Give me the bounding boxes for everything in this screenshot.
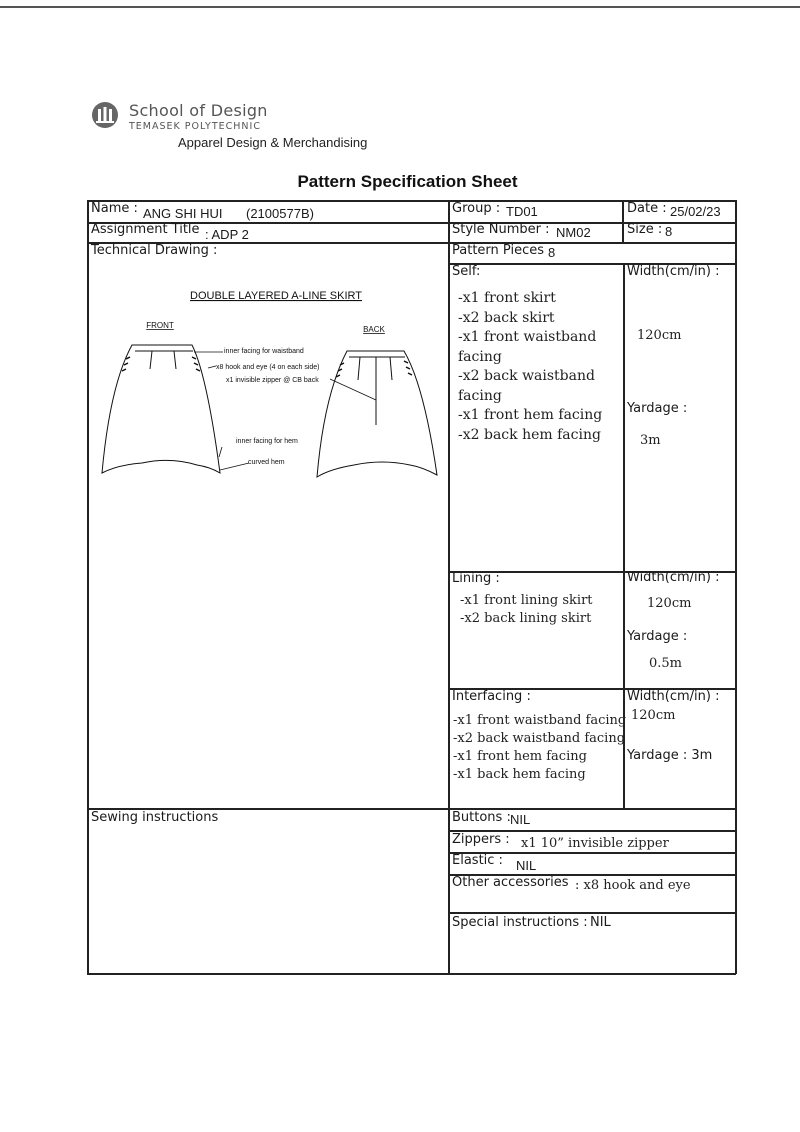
list-item: -x1 back hem facing [453,767,586,782]
list-item: -x1 front waistband [458,329,597,345]
self-pieces-list [458,289,602,445]
list-item: -x1 front waistband facing [453,713,627,728]
annotation-zipper: x1 invisible zipper @ CB back [226,377,319,384]
special-instructions-label: Special instructions : [452,915,588,930]
back-label: BACK [363,325,385,334]
buttons-label: Buttons : [452,810,511,825]
other-accessories-value: : x8 hook and eye [575,878,691,893]
style-number-label: Style Number : [452,222,550,237]
list-item: -x1 front hem facing [453,749,587,764]
list-item: -x1 front hem facing [458,407,603,423]
interfacing-pieces-list [453,712,626,784]
school-name: School of Design [129,101,268,120]
buttons-value: NIL [510,812,531,827]
style-number-value: NM02 [556,225,591,240]
sewing-instructions-label: Sewing instructions [91,810,219,825]
date-value: 25/02/23 [670,204,721,219]
assignment-value: : ADP 2 [205,227,249,242]
annotation-hem-facing: inner facing for hem [236,438,298,445]
list-item: -x2 back hem facing [458,426,601,443]
department-name: Apparel Design & Merchandising [178,135,368,150]
self-width-label: Width(cm/in) : [627,264,720,279]
student-id: (2100577B) [246,206,314,221]
interfacing-width-value: 120cm [631,708,676,723]
size-value: 8 [665,224,673,239]
list-item: -x2 back lining skirt [460,611,592,626]
zippers-label: Zippers : [452,832,510,847]
list-item: -x1 front lining skirt [460,593,593,608]
lining-width-label: Width(cm/in) : [627,570,720,585]
group-label: Group : [452,201,501,216]
elastic-label: Elastic : [452,853,503,868]
group-value: TD01 [506,204,538,219]
list-item: -x2 back waistband facing [453,731,626,746]
annotation-hook-eye: x8 hook and eye (4 on each side) [216,364,320,371]
front-skirt-sketch [102,345,220,473]
list-item: -x1 front skirt [458,290,556,306]
back-skirt-sketch [317,351,437,477]
annotation-waistband: inner facing for waistband [224,348,304,355]
pattern-pieces-label: Pattern Pieces [452,243,544,258]
name-value: ANG SHI HUI [143,206,223,221]
elastic-value: NIL [516,858,537,873]
other-accessories-label: Other accessories [452,875,569,890]
list-item: facing [458,348,502,365]
technical-drawing [92,285,442,485]
date-label: Date : [627,201,667,216]
lining-width-value: 120cm [647,596,692,611]
name-label: Name : [91,201,138,216]
interfacing-yardage: Yardage : 3m [627,748,713,763]
school-logo-icon [90,100,120,130]
polytechnic-name: TEMASEK POLYTECHNIC [129,121,261,132]
self-width-value: 120cm [637,328,682,343]
assignment-label: Assignment Title [91,222,200,237]
zippers-value: x1 10” invisible zipper [521,836,669,851]
scan-edge-line [0,6,800,8]
list-item: -x2 back skirt [458,309,555,326]
annotation-curved-hem: curved hem [248,459,285,466]
list-item: facing [458,387,502,404]
pattern-pieces-value: 8 [548,245,556,260]
page-title: Pattern Specification Sheet [297,172,518,191]
size-label: Size : [627,222,663,237]
lining-pieces-list [460,592,593,628]
self-yardage-label: Yardage : [627,401,688,416]
lining-yardage-label: Yardage : [627,629,688,644]
drawing-title: DOUBLE LAYERED A-LINE SKIRT [190,290,362,302]
special-instructions-value: NIL [590,915,611,930]
lining-yardage-value: 0.5m [649,656,683,671]
interfacing-label: Interfacing : [452,689,531,704]
interfacing-width-label: Width(cm/in) : [627,689,720,704]
self-yardage-value: 3m [640,433,661,448]
technical-drawing-label: Technical Drawing : [91,243,218,258]
self-label: Self: [452,264,481,279]
front-label: FRONT [146,321,174,330]
list-item: -x2 back waistband [458,368,595,384]
lining-label: Lining : [452,571,500,586]
